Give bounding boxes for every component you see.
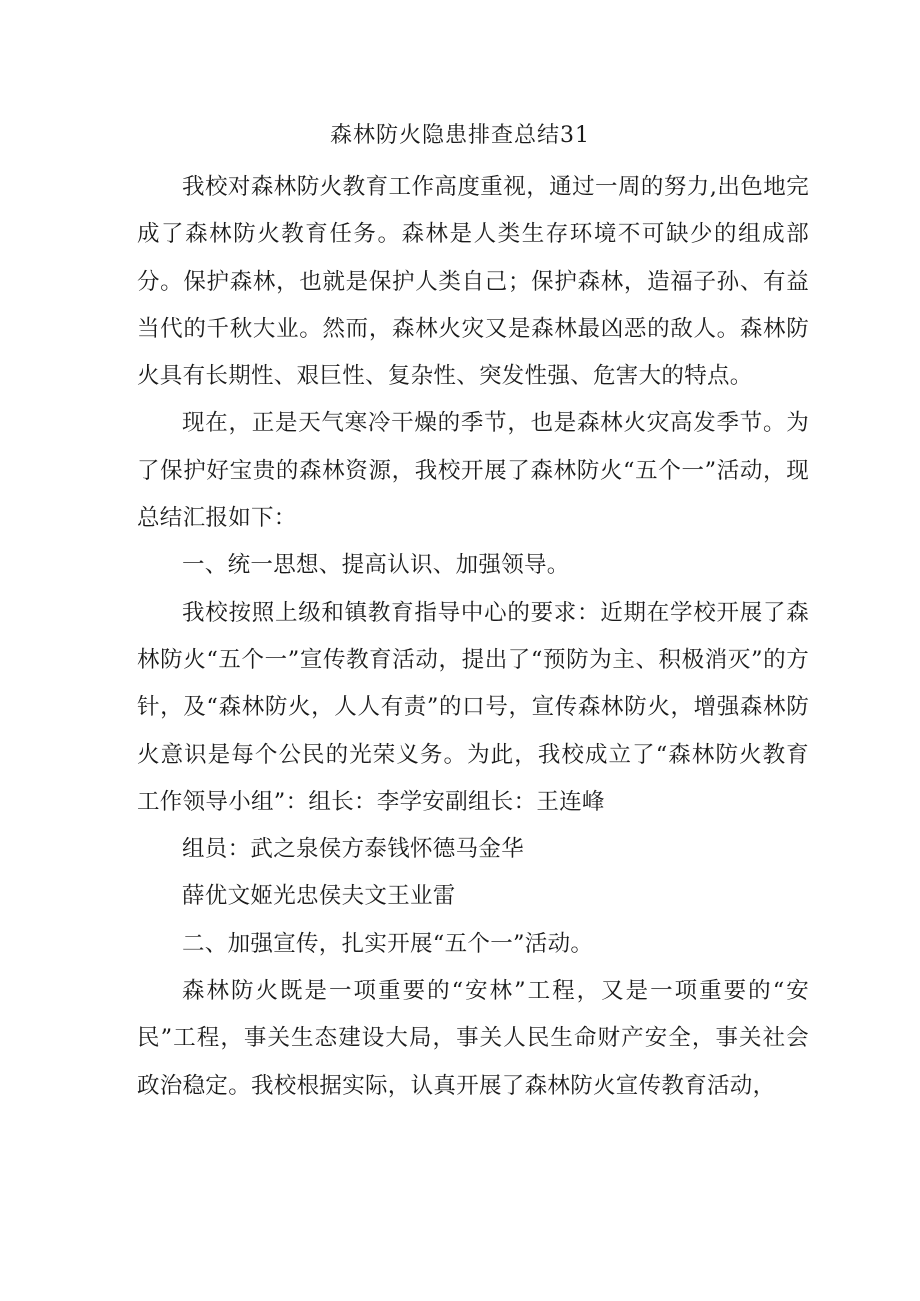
paragraph-leadership: 我校按照上级和镇教育指导中心的要求：近期在学校开展了森林防火“五个一”宣传教育活动，提出了“预防为主、积极消灭”的方针，及“森林防火，人人有责”的口号，宣传森林防火，增强森林防火意识是每个公民的光荣义务。为此，我校成立了“森林防火教育工作领导小组”：组长：李学安副组长：王连峰 bbox=[137, 599, 809, 815]
paragraph-members-2: 薛优文姬光忠侯夫文王业雷 bbox=[182, 883, 456, 910]
paragraph-intro: 我校对森林防火教育工作高度重视，通过一周的努力,出色地完成了森林防火教育任务。森林是人类生存环境不可缺少的组成部分。保护森林，也就是保护人类自己；保护森林，造福子孙、有益当代的千秋大业。然而，森林火灾又是森林最凶恶的敌人。森林防火具有长期性、艰巨性、复杂性、突发性强、危害大的特点。 bbox=[137, 174, 809, 390]
heading-section-1: 一、统一思想、提高认识、加强领导。 bbox=[182, 552, 570, 579]
paragraph-publicity: 森林防火既是一项重要的“安林”工程，又是一项重要的“安民”工程，事关生态建设大局，事关人民生命财产安全，事关社会政治稳定。我校根据实际，认真开展了森林防火宣传教育活动， bbox=[137, 978, 809, 1099]
heading-section-2: 二、加强宣传，扎实开展“五个一”活动。 bbox=[182, 930, 594, 957]
paragraph-members-1: 组员：武之泉侯方泰钱怀德马金华 bbox=[182, 836, 525, 863]
document-body bbox=[137, 164, 809, 1110]
document-title: 森林防火隐患排查总结31 bbox=[330, 123, 590, 148]
paragraph-season: 现在，正是天气寒冷干燥的季节，也是森林火灾高发季节。为了保护好宝贵的森林资源，我校开展了森林防火“五个一”活动，现总结汇报如下： bbox=[137, 410, 809, 532]
